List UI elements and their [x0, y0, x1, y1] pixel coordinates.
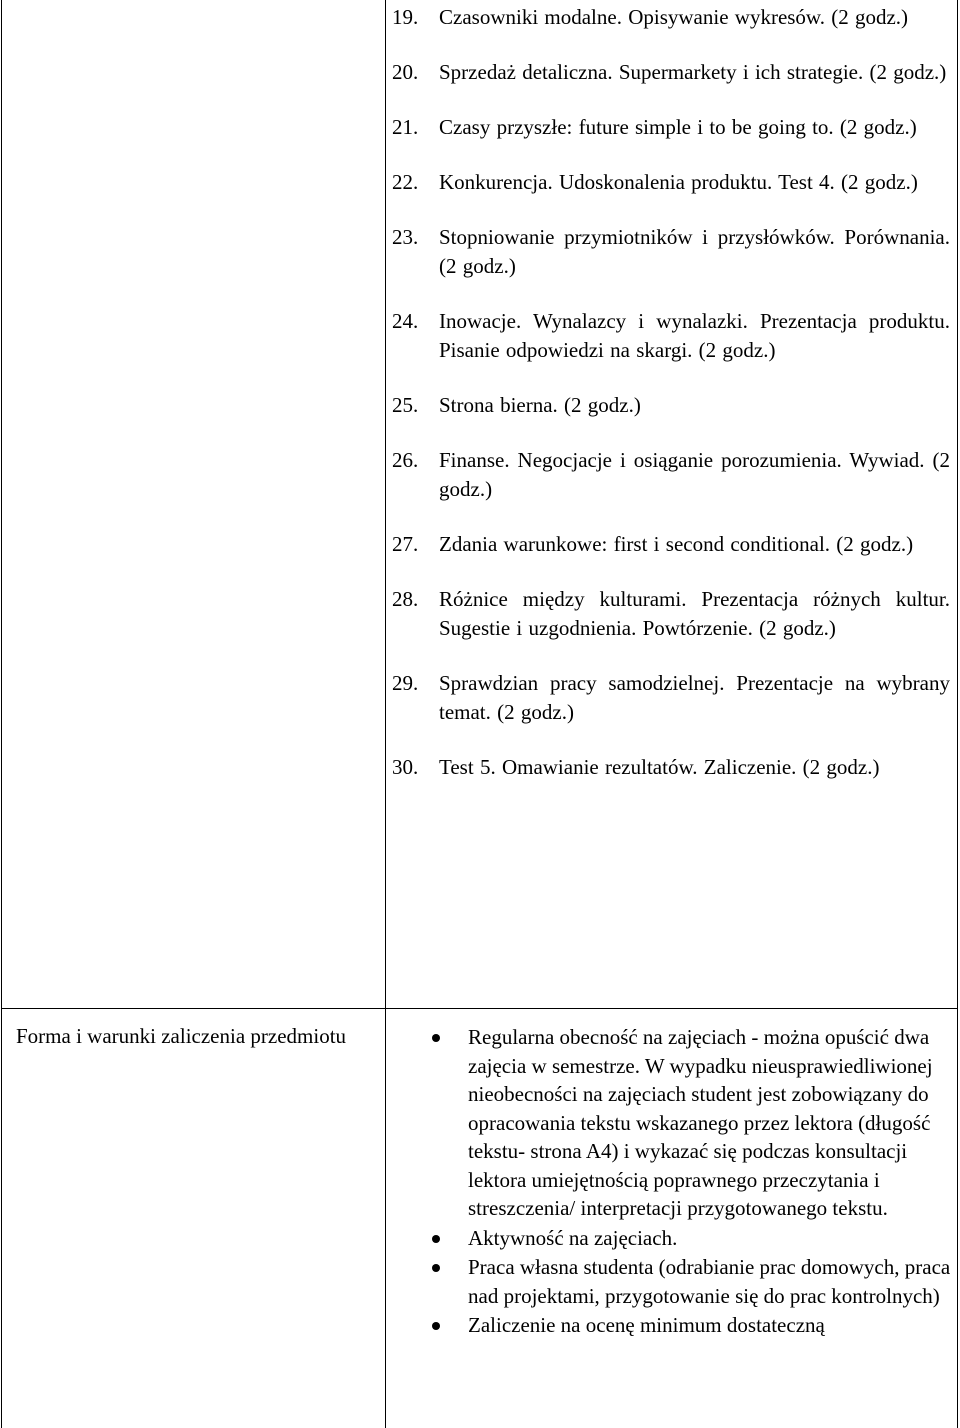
assessment-conditions-list — [432, 1023, 952, 1341]
topic-text: Inowacje. Wynalazcy i wynalazki. Prezentacja produktu. Pisanie odpowiedzi na skargi. (2 godz.) — [439, 309, 950, 362]
table-border-left — [1, 0, 2, 1428]
topic-text: Różnice między kulturami. Prezentacja różnych kultur. Sugestie i uzgodnienia. Powtórzenie. (2 godz.) — [439, 587, 950, 640]
condition-text: Aktywność na zajęciach. — [468, 1225, 678, 1250]
topic-number: 20. — [392, 60, 419, 84]
bullet-icon — [432, 1235, 440, 1243]
topic-text: Czasowniki modalne. Opisywanie wykresów. (2 godz.) — [439, 5, 909, 29]
topic-text: Sprawdzian pracy samodzielnej. Prezentacje na wybrany temat. (2 godz.) — [439, 671, 950, 724]
topic-item — [392, 446, 950, 504]
topic-item — [392, 669, 950, 727]
topic-number: 24. — [392, 309, 419, 333]
condition-text: Regularna obecność na zajęciach - można opuścić dwa zajęcia w semestrze. W wypadku nieusprawiedliwionej nieobecności na zajęciach student jest zobowiązany do opracowania tekstu wskazanego przez lektora (długość tekstu- strona A4) i wykazać się podczas konsultacji lektora umiejętnością poprawnego przeczytania i streszczenia/ interpretacji przygotowanego tekstu. — [468, 1025, 933, 1220]
bullet-icon — [432, 1034, 440, 1042]
topic-text: Test 5. Omawianie rezultatów. Zaliczenie. (2 godz.) — [439, 755, 880, 779]
condition-text: Praca własna studenta (odrabianie prac domowych, praca nad projektami, przygotowanie się do prac kontrolnych) — [468, 1255, 951, 1308]
condition-item — [432, 1311, 952, 1340]
table-column-divider — [385, 0, 386, 1428]
topic-number: 29. — [392, 671, 419, 695]
topic-number: 26. — [392, 448, 419, 472]
topic-number: 30. — [392, 755, 419, 779]
topic-text: Czasy przyszłe: future simple i to be going to. (2 godz.) — [439, 115, 917, 139]
bullet-icon — [432, 1322, 440, 1330]
condition-item — [432, 1023, 952, 1223]
topic-item — [392, 585, 950, 643]
topic-text: Konkurencja. Udoskonalenia produktu. Test 4. (2 godz.) — [439, 170, 918, 194]
topic-text: Sprzedaż detaliczna. Supermarkety i ich strategie. (2 godz.) — [439, 60, 947, 84]
topic-number: 27. — [392, 532, 419, 556]
topic-item — [392, 391, 950, 420]
topic-number: 25. — [392, 393, 419, 417]
topic-number: 28. — [392, 587, 419, 611]
topic-item — [392, 307, 950, 365]
topic-list — [392, 3, 950, 808]
topic-number: 23. — [392, 225, 419, 249]
topic-text: Finanse. Negocjacje i osiąganie porozumienia. Wywiad. (2 godz.) — [439, 448, 950, 501]
condition-item — [432, 1224, 952, 1253]
topic-number: 21. — [392, 115, 419, 139]
topic-text: Stopniowanie przymiotników i przysłówków. Porównania. (2 godz.) — [439, 225, 950, 278]
topic-item — [392, 168, 950, 197]
topic-item — [392, 113, 950, 142]
condition-text: Zaliczenie na ocenę minimum dostateczną — [468, 1313, 825, 1337]
topic-item — [392, 58, 950, 87]
topic-number: 22. — [392, 170, 419, 194]
topic-item — [392, 530, 950, 559]
topic-item — [392, 3, 950, 32]
topic-text: Zdania warunkowe: first i second conditional. (2 godz.) — [439, 532, 914, 556]
table-border-right — [957, 0, 958, 1428]
topic-item — [392, 223, 950, 281]
topic-item — [392, 753, 950, 782]
condition-item — [432, 1253, 952, 1310]
table-row-divider — [1, 1008, 958, 1009]
assessment-label: Forma i warunki zaliczenia przedmiotu — [16, 1024, 347, 1048]
topic-number: 19. — [392, 5, 419, 29]
bullet-icon — [432, 1264, 440, 1272]
topic-text: Strona bierna. (2 godz.) — [439, 393, 641, 417]
